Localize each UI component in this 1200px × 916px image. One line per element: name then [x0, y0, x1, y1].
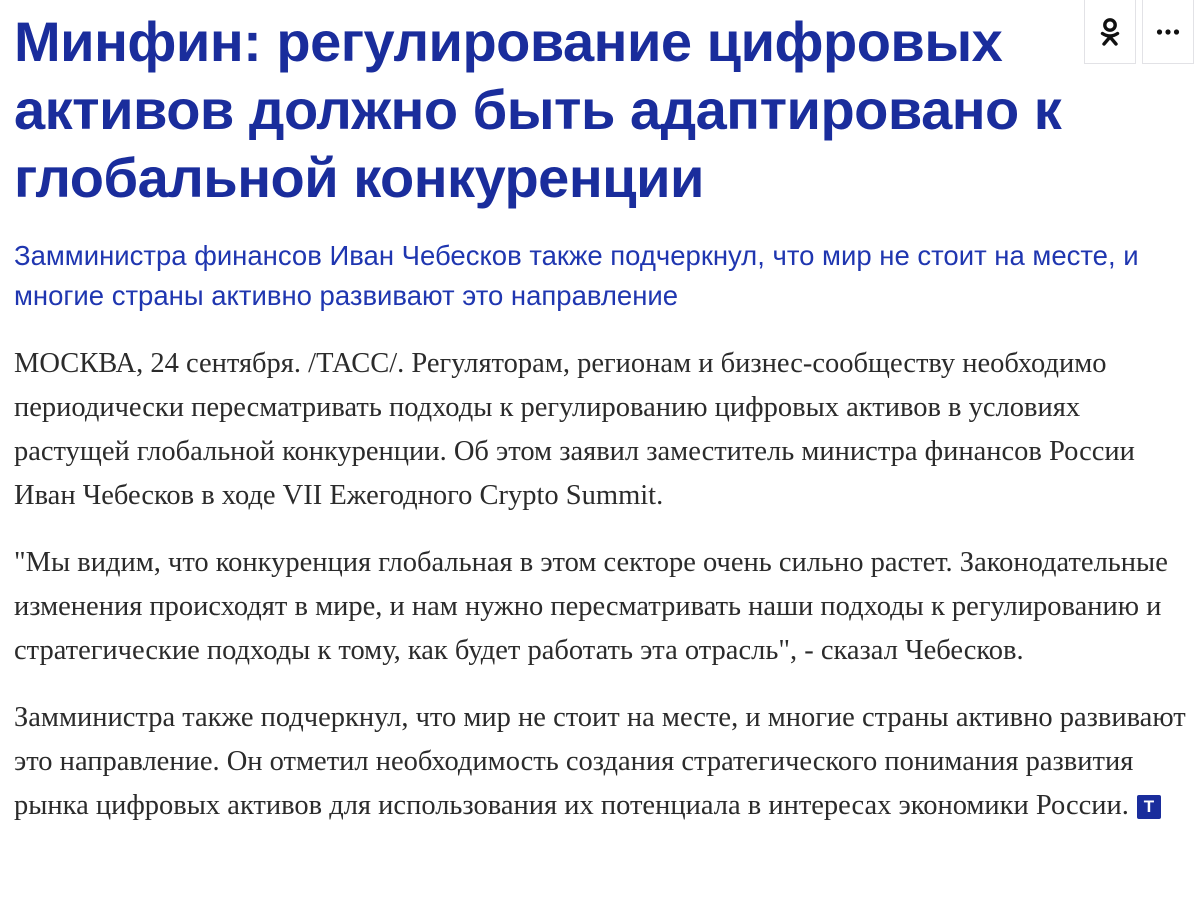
article-paragraph-last — [14, 696, 1190, 828]
more-options-button[interactable] — [1142, 0, 1194, 64]
article — [14, 0, 1190, 828]
article-lead: Замминистра финансов Иван Чебесков также подчеркнул, что мир не стоит на месте, и многие страны активно развивают это направление — [14, 240, 1139, 311]
share-toolbar — [1080, 0, 1200, 64]
article-paragraph-text: Замминистра также подчеркнул, что мир не стоит на месте, и многие страны активно развивают это направление. Он отметил необходимость создания стратегического понимания развития рынка цифровых активов для использования их потенциала в интересах экономики России. — [14, 702, 1186, 821]
article-paragraph: "Мы видим, что конкуренция глобальная в этом секторе очень сильно растет. Законодательные изменения происходят в мире, и нам нужно пересматривать наши подходы к регулированию и стратегические подходы к тому, как будет работать эта отрасль", - сказал Чебесков. — [14, 547, 1168, 666]
odnoklassniki-icon — [1099, 17, 1121, 47]
more-dots-icon — [1156, 28, 1180, 36]
tass-end-badge: Т — [1137, 795, 1161, 819]
share-odnoklassniki-button[interactable] — [1084, 0, 1136, 64]
article-headline: Минфин: регулирование цифровых активов должно быть адаптировано к глобальной конкуренции — [14, 10, 1062, 209]
article-paragraph: МОСКВА, 24 сентября. /ТАСС/. Регуляторам, регионам и бизнес-сообществу необходимо периодически пересматривать подходы к регулированию цифровых активов в условиях растущей глобальной конкуренции. Об этом заявил заместитель министра финансов России Иван Чебесков в ходе VII Ежегодного Crypto Summit. — [14, 348, 1135, 511]
